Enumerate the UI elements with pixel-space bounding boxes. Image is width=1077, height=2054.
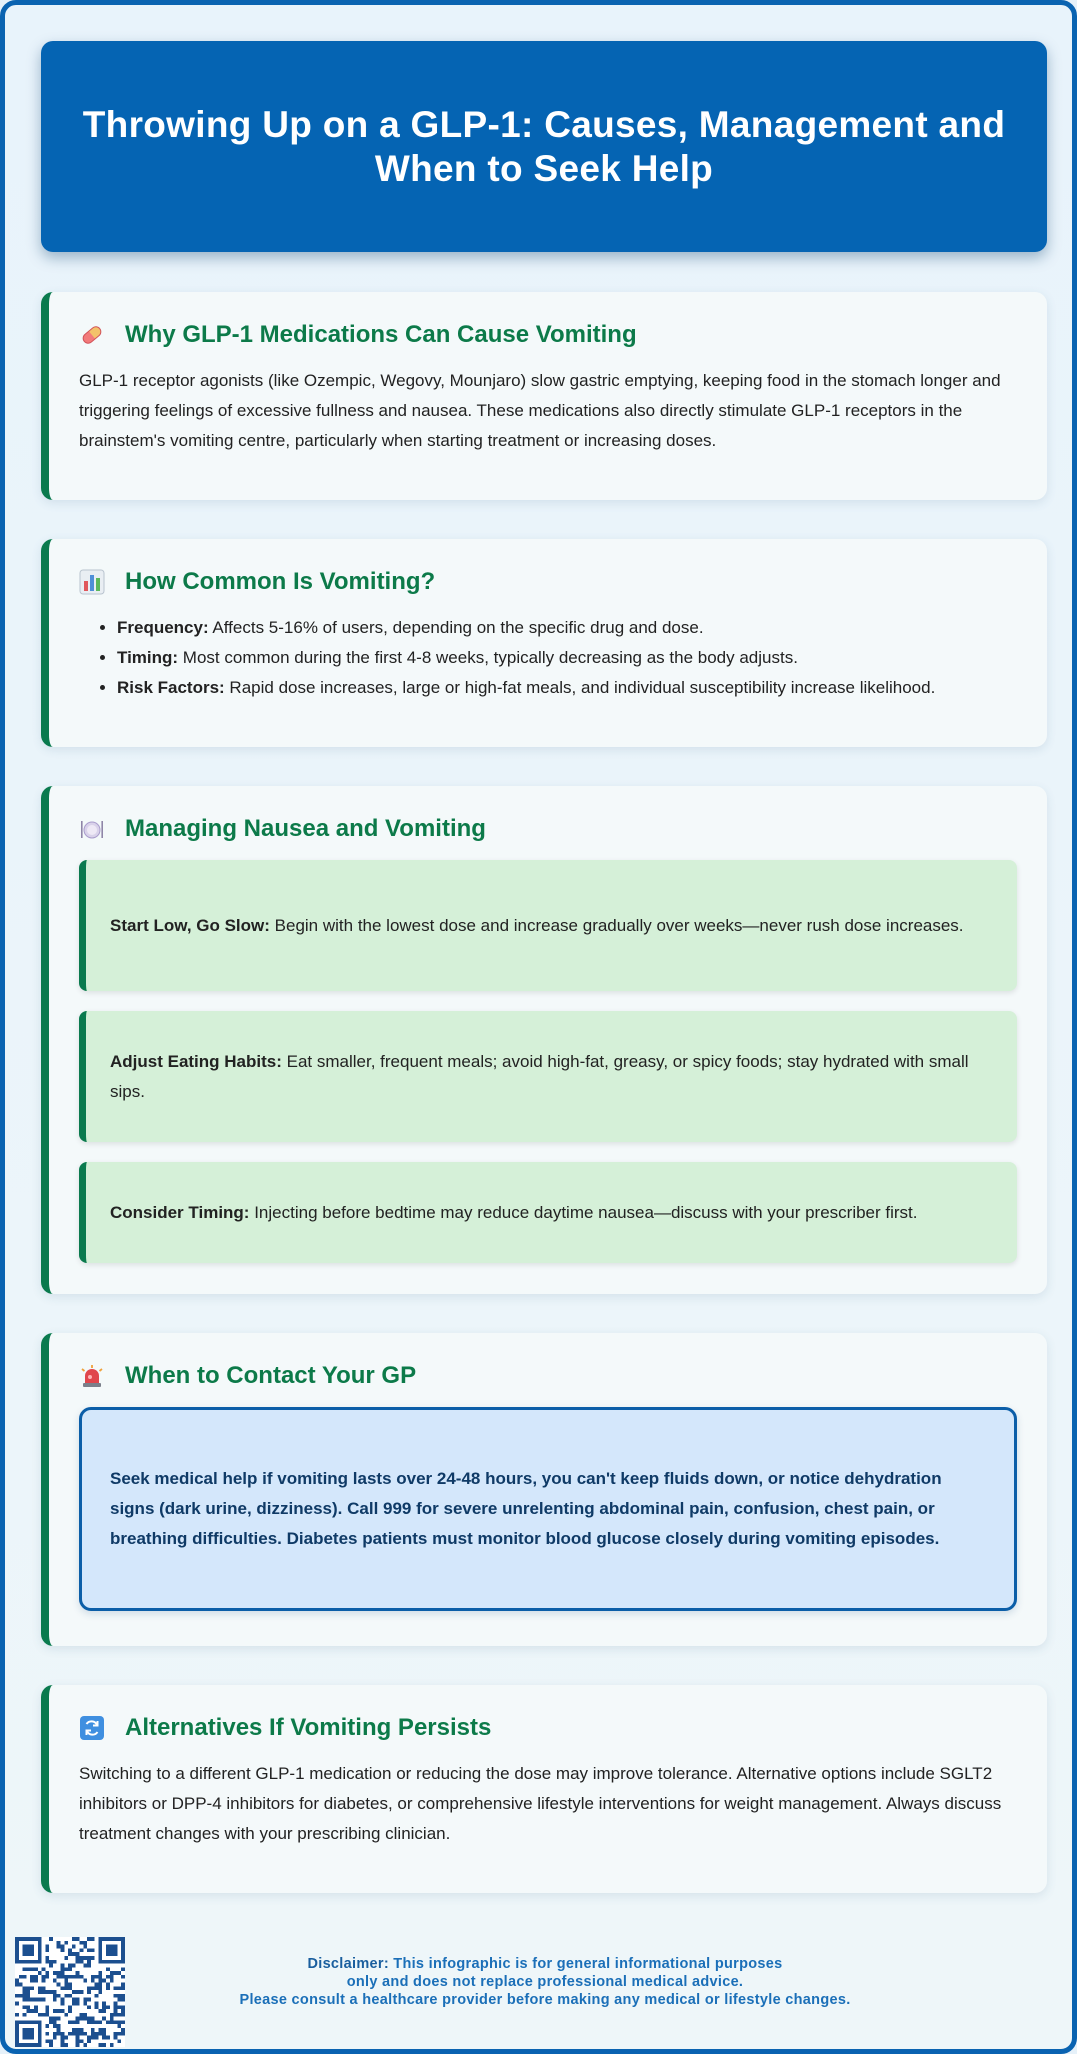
section-body: Switching to a different GLP-1 medication or reducing the dose may improve tolerance. Alternative options include SGLT2 inhibitors or DPP-4 inhibitors for diabetes, or comprehensive lifestyle interventions for weight management. Always discuss treatment changes with your prescribing clinician. — [79, 1764, 1002, 1843]
section-header — [79, 318, 1017, 352]
section-alternatives — [41, 1685, 1047, 1893]
section-header — [79, 812, 1017, 846]
tip-label: Start Low, Go Slow: — [110, 915, 270, 935]
section-title: Alternatives If Vomiting Persists — [125, 1714, 492, 1741]
disclaimer-line: only and does not replace professional medical advice. — [346, 1974, 744, 1990]
section-contact-gp — [41, 1333, 1047, 1646]
section-header — [79, 1711, 1017, 1745]
item-label: Timing: — [117, 648, 179, 667]
list-item — [117, 613, 1017, 643]
alert-text: Seek medical help if vomiting lasts over 24-48 hours, you can't keep fluids down, or notice dehydration signs (dark urine, dizziness). Call 999 for severe unrelenting abdominal pain, confusion, chest pain, or breathing difficulties. Diabetes patients must monitor blood glucose closely during vomiting episodes. — [110, 1469, 942, 1548]
disclaimer-line: Please consult a healthcare provider before making any medical or lifestyle changes. — [239, 1992, 851, 2008]
pill-icon — [79, 322, 105, 348]
siren-icon — [79, 1363, 105, 1389]
list-item — [117, 673, 1017, 703]
disclaimer — [155, 1955, 935, 2009]
item-label: Risk Factors: — [117, 678, 225, 697]
section-title: Managing Nausea and Vomiting — [125, 815, 486, 842]
footer — [5, 1935, 1077, 2053]
tip-label: Consider Timing: — [110, 1202, 250, 1222]
item-text: Most common during the first 4-8 weeks, typically decreasing as the body adjusts. — [178, 648, 798, 667]
section-body: GLP-1 receptor agonists (like Ozempic, Wegovy, Mounjaro) slow gastric emptying, keeping food in the stomach longer and triggering feelings of excessive fullness and nausea. These medications also directly stimulate GLP-1 receptors in the brainstem's vomiting centre, particularly when starting treatment or increasing doses. — [79, 371, 1001, 450]
section-title: Why GLP-1 Medications Can Cause Vomiting — [125, 321, 637, 348]
section-header — [79, 1359, 1017, 1393]
refresh-icon — [79, 1715, 105, 1741]
disclaimer-label: Disclaimer: — [307, 1956, 389, 1972]
bar-chart-icon — [79, 569, 105, 595]
tip-text: Eat smaller, frequent meals; avoid high-fat, greasy, or spicy foods; stay hydrated with small sips. — [110, 1051, 969, 1101]
plate-icon — [79, 816, 105, 842]
tip-label: Adjust Eating Habits: — [110, 1051, 282, 1071]
page-title: Throwing Up on a GLP-1: Causes, Management and When to Seek Help — [82, 103, 1006, 189]
section-managing — [41, 786, 1047, 1294]
tip-card — [79, 1011, 1017, 1142]
section-why — [41, 292, 1047, 500]
tip-text: Begin with the lowest dose and increase gradually over weeks—never rush dose increases. — [269, 915, 964, 935]
tip-card — [79, 860, 1017, 991]
item-label: Frequency: — [117, 618, 209, 637]
item-text: Affects 5-16% of users, depending on the specific drug and dose. — [208, 618, 704, 637]
section-title: How Common Is Vomiting? — [125, 568, 436, 595]
alert-box — [79, 1407, 1017, 1611]
item-text: Rapid dose increases, large or high-fat meals, and individual susceptibility increase likelihood. — [224, 678, 936, 697]
tip-card — [79, 1162, 1017, 1263]
section-title: When to Contact Your GP — [125, 1362, 417, 1389]
stats-list — [79, 613, 1017, 703]
disclaimer-line: This infographic is for general informational purposes — [388, 1956, 783, 1972]
section-how-common — [41, 539, 1047, 747]
section-header — [79, 565, 1017, 599]
page-header — [41, 41, 1047, 252]
qr-code-icon[interactable] — [15, 1937, 125, 2047]
tip-text: Injecting before bedtime may reduce daytime nausea—discuss with your prescriber first. — [249, 1202, 918, 1222]
list-item — [117, 643, 1017, 673]
